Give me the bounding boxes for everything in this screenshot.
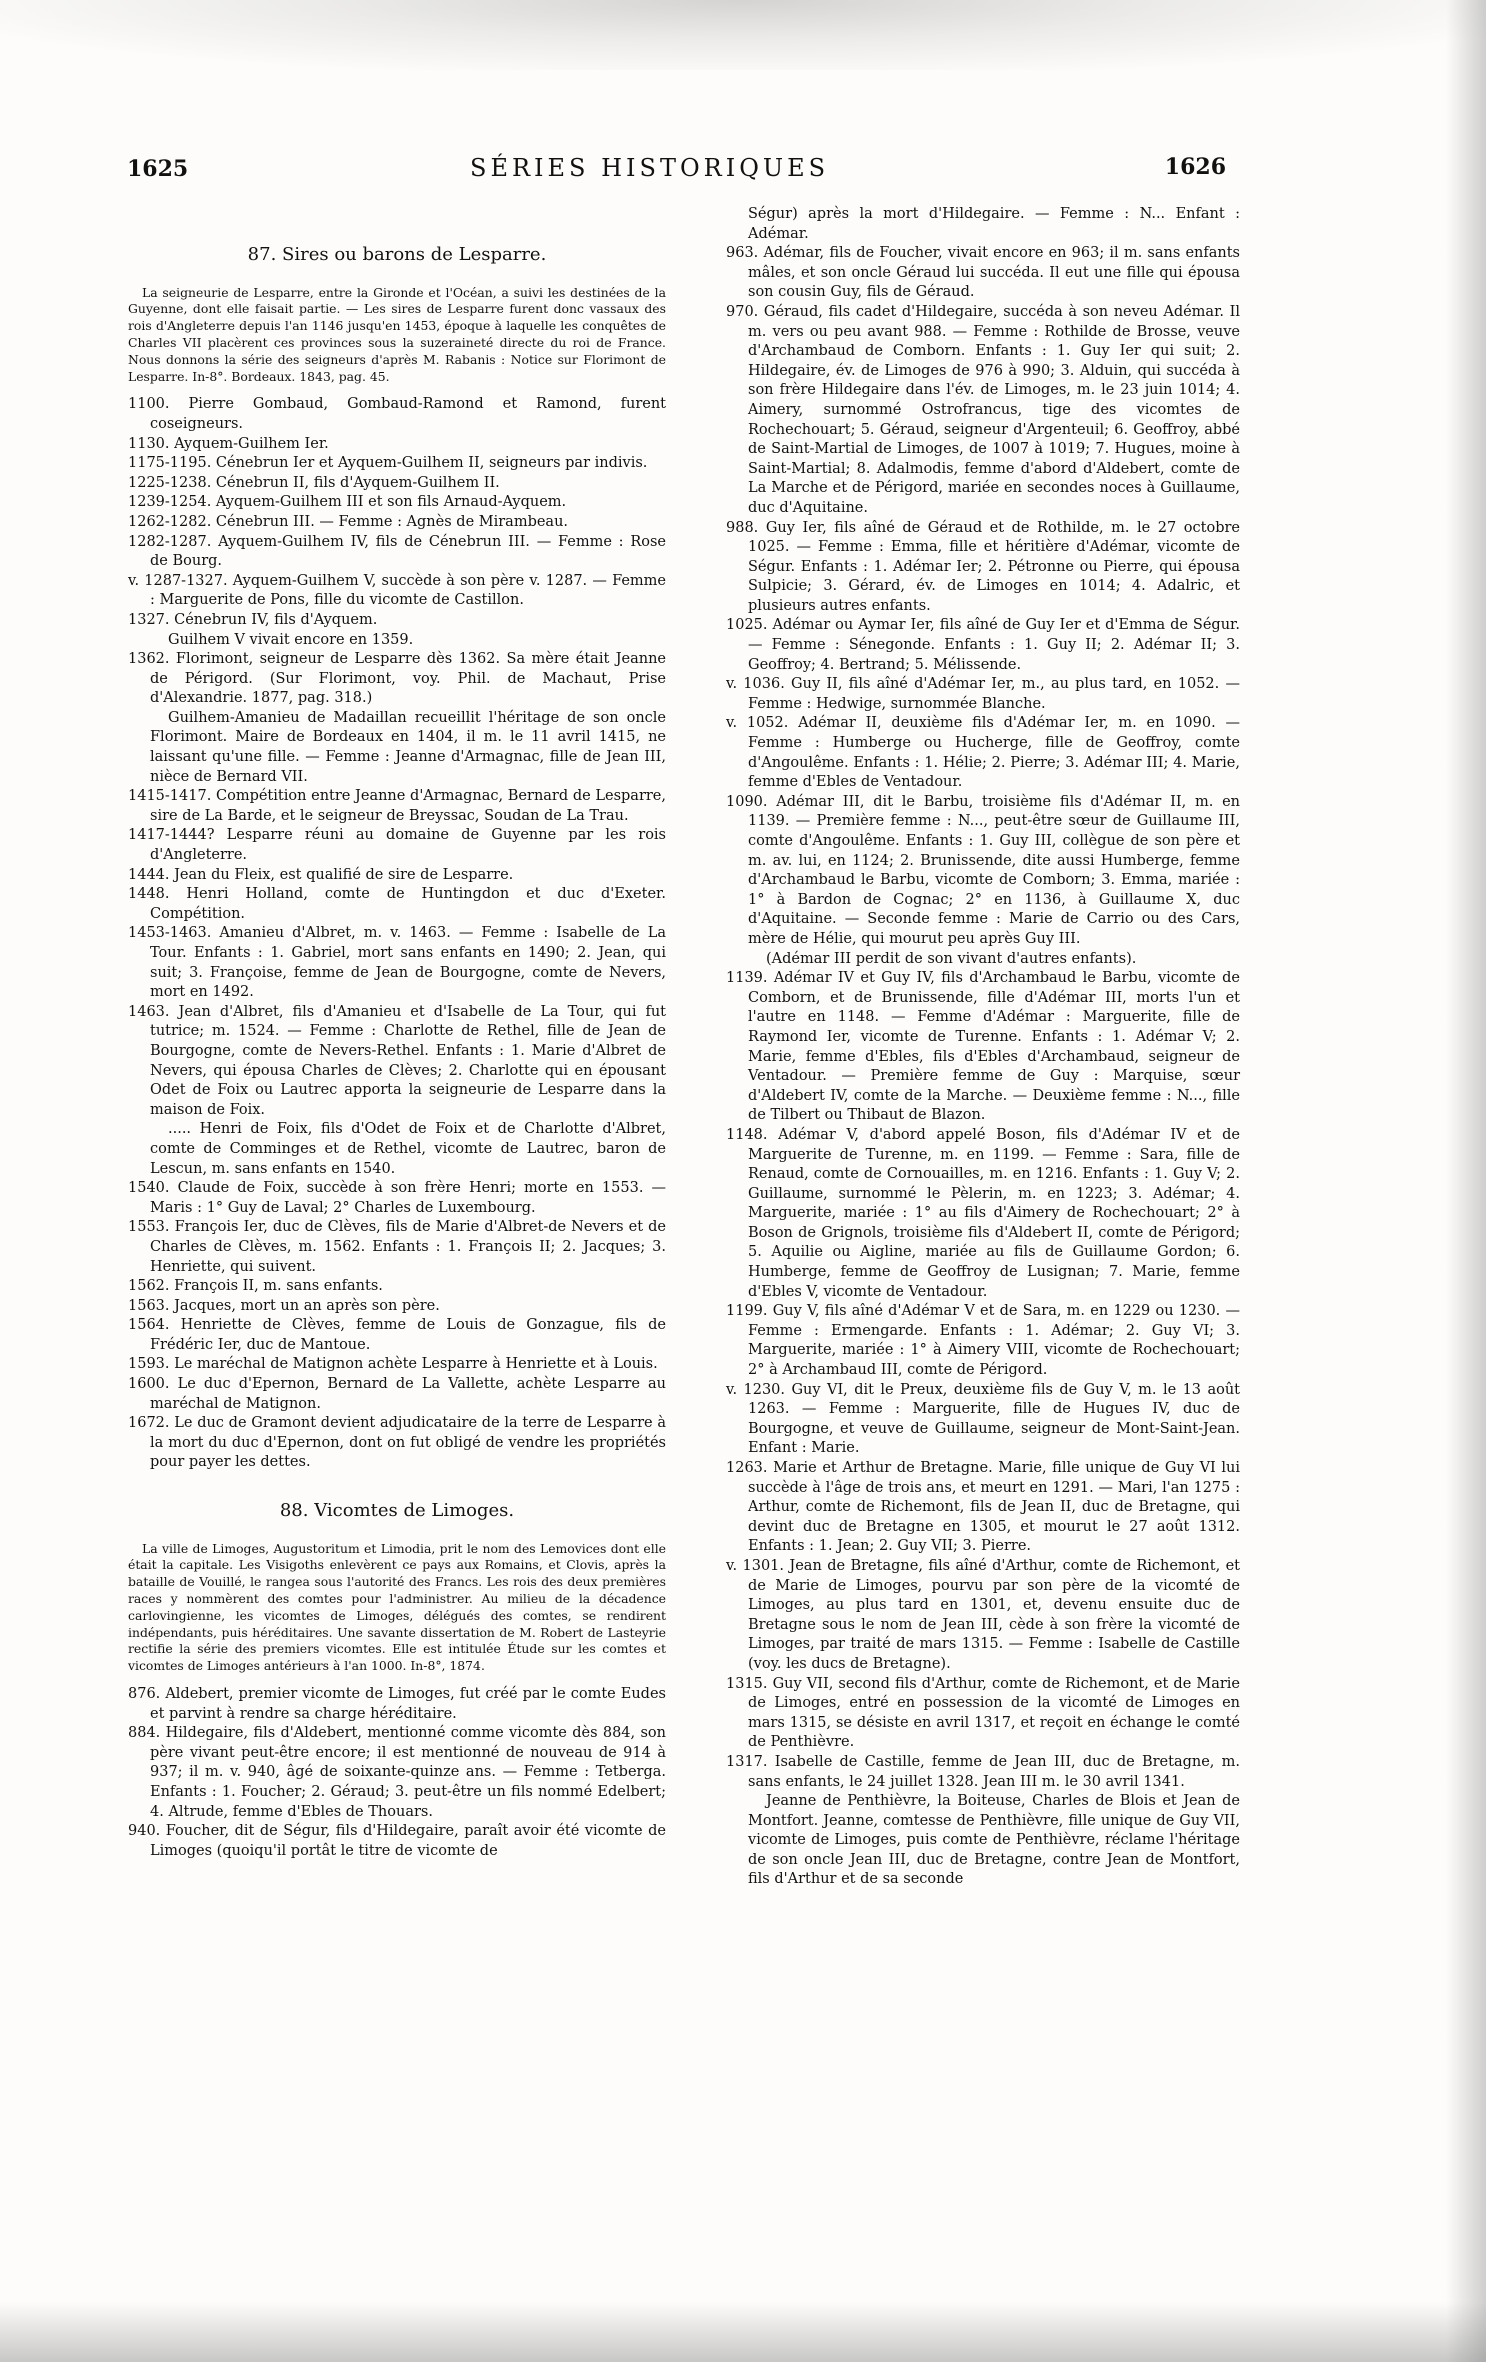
entry: 1262-1282. Cénebrun III. — Femme : Agnès de Mirambeau. — [128, 513, 569, 530]
entry: v. 1287-1327. Ayquem-Guilhem V, succède à son père v. 1287. — Femme : Marguerite de Pons, fille du vicomte de Castillon. — [128, 572, 666, 609]
entry: 1453-1463. Amanieu d'Albret, m. v. 1463. — Femme : Isabelle de La Tour. Enfants : 1. Gabriel, mort sans enfants en 1490; 2. Jean, qui suit; 3. Françoise, femme de Jean de Bourgogne, comte de Nevers, mort en 1492. — [128, 925, 666, 1001]
entry: 876. Aldebert, premier vicomte de Limoges, fut créé par le comte Eudes et parvint à rendre sa charge héréditaire. — [128, 1686, 666, 1722]
entry: 1317. Isabelle de Castille, femme de Jean III, duc de Bretagne, m. sans enfants, le 24 juillet 1328. Jean III m. le 30 avril 1341. — [726, 1753, 1240, 1790]
entry: 1564. Henriette de Clèves, femme de Louis de Gonzague, fils de Frédéric Ier, duc de Mantoue. — [128, 1317, 666, 1353]
entry: 1553. François Ier, duc de Clèves, fils de Marie d'Albret-de Nevers et de Charles de Clèves, m. 1562. Enfants : 1. François II; 2. Jacques; 3. Henriette, qui suivent. — [128, 1219, 666, 1275]
entry-note: Jeanne de Penthièvre, la Boiteuse, Charles de Blois et Jean de Montfort. Jeanne, comtesse de Penthièvre, fille unique de Guy VII, vicomte de Limoges, puis comte de Penthièvre, réclame l'héritage de son oncle Jean III, duc de Bretagne, contre Jean de Montfort, fils d'Arthur et de sa seconde — [748, 1793, 1240, 1888]
entry: 1362. Florimont, seigneur de Lesparre dès 1362. Sa mère était Jeanne de Périgord. (Sur Florimont, voy. Phil. de Machaut, Prise d'Alexandrie. 1877, pag. 318.) — [128, 651, 666, 707]
entry: 1672. Le duc de Gramont devient adjudicataire de la terre de Lesparre à la mort du duc d'Epernon, dont on fut obligé de vendre les propriétés pour payer les dettes. — [128, 1415, 666, 1471]
entry: 1600. Le duc d'Epernon, Bernard de La Vallette, achète Lesparre au maréchal de Matignon. — [128, 1376, 666, 1412]
entry: 1199. Guy V, fils aîné d'Adémar V et de Sara, m. en 1229 ou 1230. — Femme : Ermengarde. Enfants : 1. Adémar; 2. Guy VI; 3. Marguerite, mariée : 1° à Aimery VIII, vicomte de Rochechouart; 2° à Archambaud III, comte de Périgord. — [726, 1303, 1240, 1379]
entry: 1225-1238. Cénebrun II, fils d'Ayquem-Guilhem II. — [128, 474, 500, 491]
entry-note: ..... Henri de Foix, fils d'Odet de Foix et de Charlotte d'Albret, comte de Comminges et de Rethel, vicomte de Lautrec, baron de Lescun, m. sans enfants en 1540. — [150, 1121, 666, 1177]
page-header — [0, 148, 1486, 188]
entry: 1100. Pierre Gombaud, Gombaud-Ramond et Ramond, furent coseigneurs. — [128, 396, 666, 432]
entry: 1175-1195. Cénebrun Ier et Ayquem-Guilhem II, seigneurs par indivis. — [128, 455, 648, 472]
entry: 1239-1254. Ayquem-Guilhem III et son fils Arnaud-Ayquem. — [128, 494, 567, 511]
entry: 1139. Adémar IV et Guy IV, fils d'Archambaud le Barbu, vicomte de Comborn, et de Brunissende, fille d'Adémar III, morts l'un et l'autre en 1148. — Femme d'Adémar : Marguerite, fille de Raymond Ier, vicomte de Turenne. Enfants : 1. Adémar V; 2. Marie, femme d'Ebles, fils d'Ebles d'Archambaud, seigneur de Ventadour. — Première femme de Guy : Marquise, sœur d'Aldebert IV, comte de la Marche. — Deuxième femme : N..., fille de Tilbert ou Thibaut de Blazon. — [726, 970, 1240, 1124]
entry: v. 1052. Adémar II, deuxième fils d'Adémar Ier, m. en 1090. — Femme : Humberge ou Hucherge, fille de Geoffroy, comte d'Angoulême. Enfants : 1. Hélie; 2. Pierre; 3. Adémar III; 4. Marie, femme d'Ebles de Ventadour. — [726, 715, 1240, 791]
entry: 1263. Marie et Arthur de Bretagne. Marie, fille unique de Guy VI lui succède à l'âge de trois ans, et meurt en 1291. — Mari, l'an 1275 : Arthur, comte de Richemont, fils de Jean II, duc de Bretagne, qui devint duc de Bretagne en 1305, et mourut le 27 août 1312. Enfants : 1. Jean; 2. Guy VII; 3. Pierre. — [726, 1460, 1240, 1555]
entry-note: Guilhem-Amanieu de Madaillan recueillit l'héritage de son oncle Florimont. Maire de Bordeaux en 1404, il m. le 11 avril 1415, ne laissant qu'une fille. — Femme : Jeanne d'Armagnac, fille de Jean III, nièce de Bernard VII. — [150, 709, 666, 785]
entry: 1315. Guy VII, second fils d'Arthur, comte de Richemont, et de Marie de Limoges, entré en possession de la vicomté de Limoges en mars 1315, se désiste en avril 1317, et reçoit en échange le comté de Penthièvre. — [726, 1675, 1240, 1751]
entry: 1444. Jean du Fleix, est qualifié de sire de Lesparre. — [128, 866, 514, 883]
entry: 940. Foucher, dit de Ségur, fils d'Hildegaire, paraît avoir été vicomte de Limoges (quoiqu'il portât le titre de vicomte de — [128, 1823, 666, 1859]
page-number-right: 1626 — [1164, 154, 1226, 180]
entry: 970. Géraud, fils cadet d'Hildegaire, succéda à son neveu Adémar. Il m. vers ou peu avant 988. — Femme : Rothilde de Brosse, veuve d'Archambaud de Comborn. Enfants : 1. Guy Ier qui suit; 2. Hildegaire, év. de Limoges de 976 à 990; 3. Alduin, qui succéda à son frère Hildegaire dans l'év. de Limoges, m. le 23 juin 1014; 4. Aimery, surnommé Ostrofrancus, tige des vicomtes de Rochechouart; 5. Géraud, seigneur d'Argenteuil; 6. Geoffroy, abbé de Saint-Martial de Limoges, de 1007 à 1019; 7. Hugues, moine à Saint-Martial; 8. Adalmodis, femme d'abord d'Aldebert, comte de La Marche et de Périgord, mariée en secondes noces à Guillaume, duc d'Aquitaine. — [726, 303, 1240, 516]
entry: 1593. Le maréchal de Matignon achète Lesparre à Henriette et à Louis. — [128, 1356, 658, 1373]
entry: 1415-1417. Compétition entre Jeanne d'Armagnac, Bernard de Lesparre, sire de La Barde, et le seigneur de Breyssac, Soudan de La Trau. — [128, 788, 666, 824]
entry: 1563. Jacques, mort un an après son père. — [128, 1297, 440, 1314]
section-intro-87: La seigneurie de Lesparre, entre la Gironde et l'Océan, a suivi les destinées de la Guyenne, dont elle faisait partie. — Les sires de Lesparre furent donc vassaux des rois d'Angleterre depuis l'an 1146 jusqu'en 1453, époque à laquelle les conquêtes de Charles VII placèrent ces provinces sous la suzeraineté directe du roi de France. Nous donnons la série des seigneurs d'après M. Rabanis : Notice sur Florimont de Lesparre. In-8°. Bordeaux. 1843, pag. 45. — [128, 284, 666, 384]
entry: 1282-1287. Ayquem-Guilhem IV, fils de Cénebrun III. — Femme : Rose de Bourg. — [128, 533, 666, 570]
running-title: SÉRIES HISTORIQUES — [470, 154, 830, 182]
entry-note: (Adémar III perdit de son vivant d'autres enfants). — [766, 950, 1137, 967]
entry: 1025. Adémar ou Aymar Ier, fils aîné de Guy Ier et d'Emma de Ségur. — Femme : Sénegonde. Enfants : 1. Guy II; 2. Adémar II; 3. Geoffroy; 4. Bertrand; 5. Mélissende. — [726, 617, 1240, 673]
entry: 1562. François II, m. sans enfants. — [128, 1278, 383, 1295]
entry: 884. Hildegaire, fils d'Aldebert, mentionné comme vicomte dès 884, son père vivant peut-être encore; il est mentionné de nouveau de 914 à 937; il m. v. 940, âgé de soixante-quinze ans. — Femme : Tetberga. Enfants : 1. Foucher; 2. Géraud; 3. peut-être un fils nommé Edelbert; 4. Altrude, femme d'Ebles de Thouars. — [128, 1725, 666, 1820]
section-intro-88: La ville de Limoges, Augustoritum et Limodia, prit le nom des Lemovices dont elle était la capitale. Les Visigoths enlevèrent ce pays aux Romains, et Clovis, après la bataille de Vouillé, le rangea sous l'autorité des Francs. Les rois des deux premières races y nommèrent des comtes pour l'administrer. Au milieu de la décadence carlovingienne, les vicomtes de Limoges, délégués des comtes, se rendirent indépendants, puis héréditaires. Une savante dissertation de M. Robert de Lasteyrie rectifie la série des premiers vicomtes. Elle est intitulée Étude sur les comtes et vicomtes de Limoges antérieurs à l'an 1000. In-8°, 1874. — [128, 1540, 666, 1674]
entry: v. 1230. Guy VI, dit le Preux, deuxième fils de Guy V, m. le 13 août 1263. — Femme : Marguerite, fille de Hugues IV, duc de Bourgogne, et veuve de Guillaume, seigneur de Mont-Saint-Jean. Enfant : Marie. — [726, 1381, 1240, 1457]
page-number-left: 1625 — [127, 156, 189, 182]
entry-note: Guilhem V vivait encore en 1359. — [168, 631, 414, 648]
entry: v. 1036. Guy II, fils aîné d'Adémar Ier, m., au plus tard, en 1052. — Femme : Hedwige, surnommée Blanche. — [726, 676, 1240, 712]
entry: 1130. Ayquem-Guilhem Ier. — [128, 435, 329, 452]
entry: 988. Guy Ier, fils aîné de Géraud et de Rothilde, m. le 27 octobre 1025. — Femme : Emma, fille et héritière d'Adémar, vicomte de Ségur. Enfants : 1. Adémar Ier; 2. Pétronne ou Pierre, qui épousa Sulpicie; 3. Gérard, év. de Limoges en 1014; 4. Adalric, et plusieurs autres enfants. — [726, 519, 1240, 614]
entry: 1540. Claude de Foix, succède à son frère Henri; morte en 1553. — Maris : 1° Guy de Laval; 2° Charles de Luxembourg. — [128, 1180, 666, 1216]
right-column — [726, 205, 1240, 1890]
entry-continuation: Ségur) après la mort d'Hildegaire. — Femme : N... Enfant : Adémar. — [748, 206, 1240, 242]
entry: 1448. Henri Holland, comte de Huntingdon et duc d'Exeter. Compétition. — [128, 886, 666, 922]
entry: 1148. Adémar V, d'abord appelé Boson, fils d'Adémar IV et de Marguerite de Turenne, m. en 1199. — Femme : Sara, fille de Renaud, comte de Cornouailles, m. en 1216. Enfants : 1. Guy V; 2. Guillaume, surnommé le Pèlerin, m. en 1223; 3. Adémar; 4. Marguerite, mariée : 1° au fils d'Aimery de Rochechouart; 2° à Boson de Grignols, troisième fils d'Aldebert II, comte de Périgord; 5. Aquilie ou Aigline, mariée au fils de Guillaume Gordon; 6. Humberge, femme de Geoffroy de Lusignan; 7. Marie, femme d'Ebles V, vicomte de Ventadour. — [726, 1126, 1240, 1300]
entry: 1463. Jean d'Albret, fils d'Amanieu et d'Isabelle de La Tour, qui fut tutrice; m. 1524. — Femme : Charlotte de Rethel, fille de Jean de Bourgogne, comte de Nevers-Rethel. Enfants : 1. Marie d'Albret de Nevers, qui épousa Charles de Clèves; 2. Charlotte qui en épousant Odet de Foix ou Lautrec apporta la seigneurie de Lesparre dans la maison de Foix. — [128, 1003, 666, 1118]
section-title-87: 87. Sires ou barons de Lesparre. — [247, 244, 547, 265]
scan-edge-bottom — [0, 2302, 1486, 2362]
entry: 1090. Adémar III, dit le Barbu, troisième fils d'Adémar II, m. en 1139. — Première femme : N..., peut-être sœur de Guillaume III, comte d'Angoulême. Enfants : 1. Guy III, collègue de son père et m. av. lui, en 1124; 2. Brunissende, dite aussi Humberge, femme d'Archambaud le Barbu, vicomte de Comborn; 3. Emma, mariée : 1° à Bardon de Cognac; 2° en 1136, à Guillaume X, duc d'Aquitaine. — Seconde femme : Marie de Carrio ou des Cars, mère de Hélie, qui mourut peu après Guy III. — [726, 793, 1240, 947]
left-column — [128, 205, 666, 1861]
scan-edge-right — [1446, 0, 1486, 2362]
entry: 1417-1444? Lesparre réuni au domaine de Guyenne par les rois d'Angleterre. — [128, 827, 666, 864]
scan-edge-top — [0, 0, 1486, 70]
entry: v. 1301. Jean de Bretagne, fils aîné d'Arthur, comte de Richemont, et de Marie de Limoges, pourvu par son père de la vicomté de Limoges, au plus tard en 1301, et, devenu ensuite duc de Bretagne sous le nom de Jean III, cède à son frère la vicomté de Limoges, par traité de mars 1315. — Femme : Isabelle de Castille (voy. les ducs de Bretagne). — [726, 1557, 1240, 1672]
section-title-88: 88. Vicomtes de Limoges. — [279, 1500, 515, 1522]
entry: 963. Adémar, fils de Foucher, vivait encore en 963; il m. sans enfants mâles, et son oncle Géraud lui succéda. Il eut une fille qui épousa son cousin Guy, fils de Géraud. — [726, 245, 1240, 301]
entry: 1327. Cénebrun IV, fils d'Ayquem. — [128, 611, 378, 628]
